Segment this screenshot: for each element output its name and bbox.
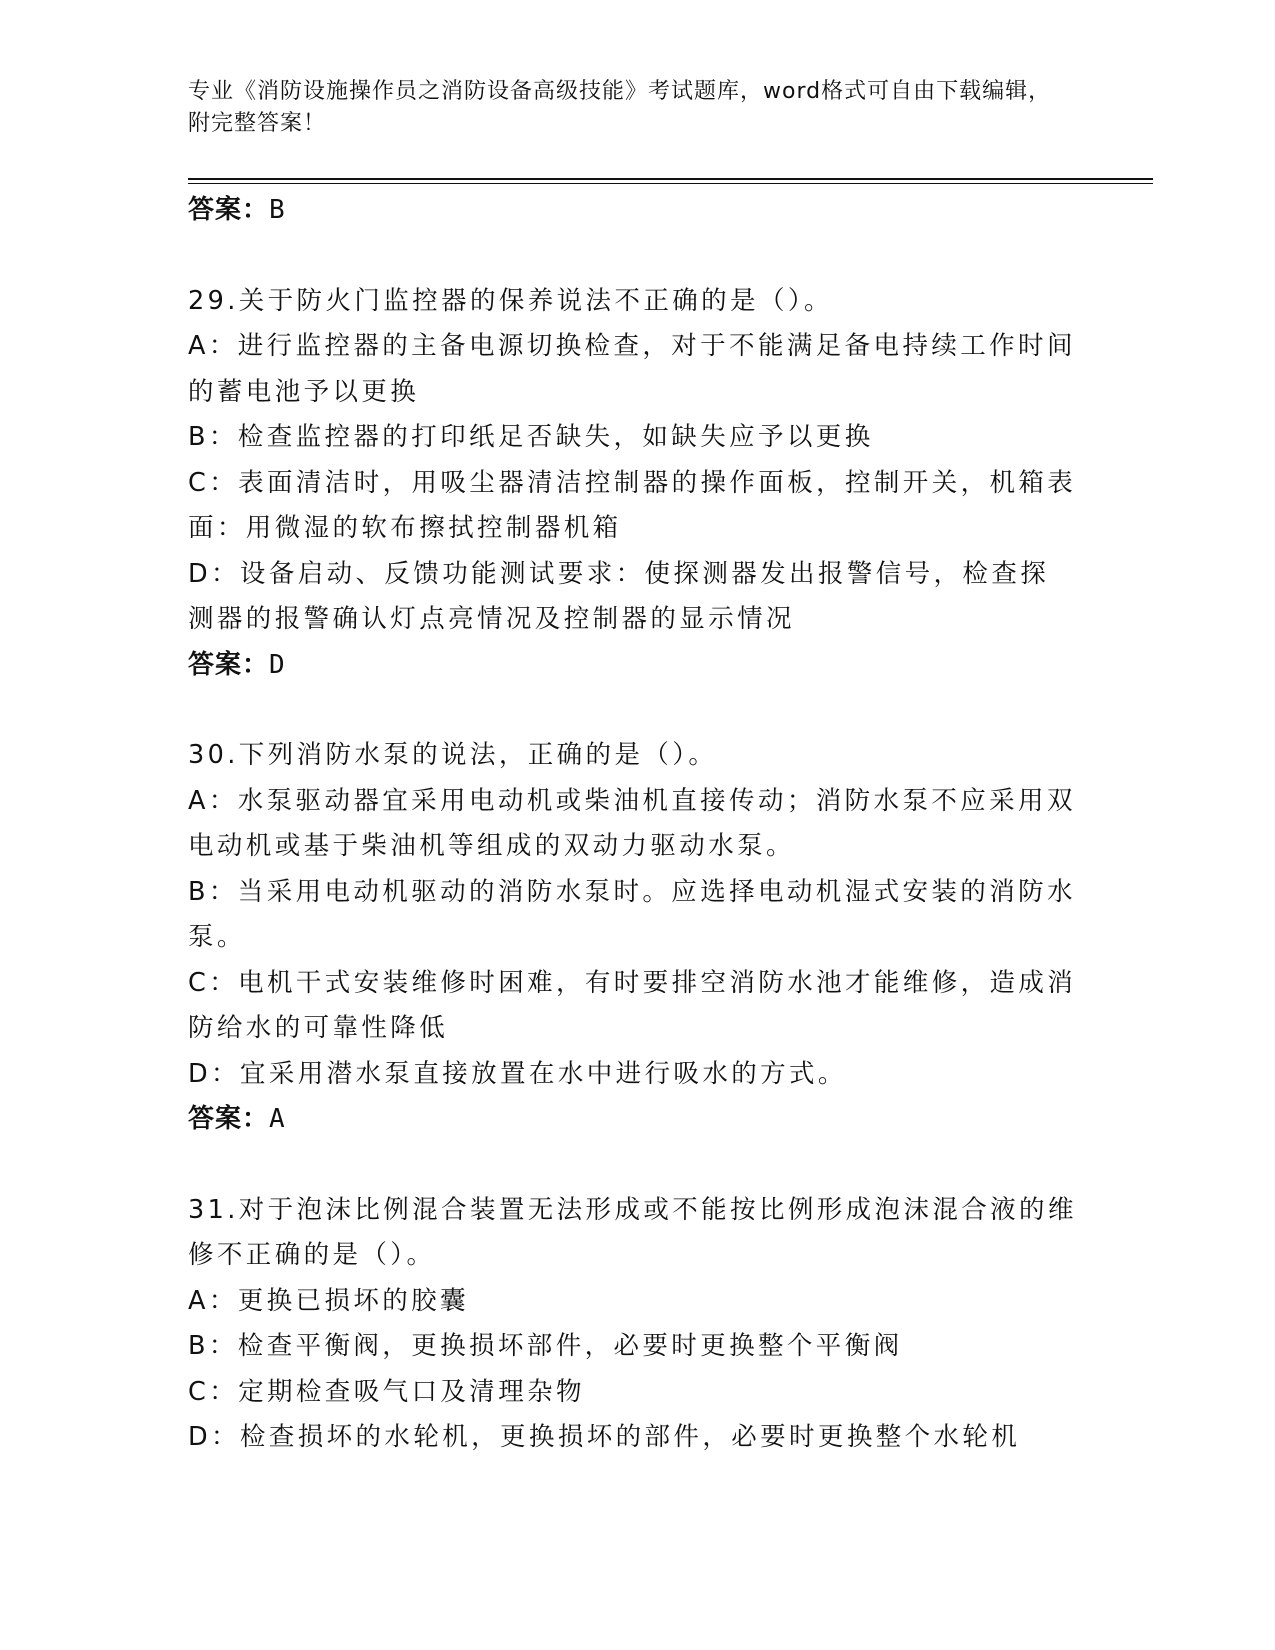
option-c: C：电机干式安装维修时困难，有时要排空消防水池才能维修，造成消防给水的可靠性降低 [188, 967, 1077, 1043]
option-b: B：当采用电动机驱动的消防水泵时。应选择电动机湿式安装的消防水泵。 [188, 876, 1076, 952]
header-divider-thick [188, 178, 1153, 180]
option-a: A：更换已损坏的胶囊 [188, 1285, 469, 1316]
answer-label: 答案： [188, 195, 270, 225]
question-answer [188, 1097, 1078, 1143]
question-list [188, 188, 1078, 1461]
spacer [188, 234, 1078, 279]
option-a: A：进行监控器的主备电源切换检查，对于不能满足备电持续工作时间的蓄电池予以更换 [188, 331, 1076, 407]
answer-value: A [269, 1104, 286, 1134]
answer-label: 答案： [188, 649, 270, 680]
previous-answer [188, 188, 1078, 234]
page-header: 专业《消防设施操作员之消防设备高级技能》考试题库，word格式可自由下载编辑，附完整答案！ [188, 79, 1052, 136]
spacer [188, 1143, 1078, 1188]
option-d: D：检查损坏的水轮机，更换损坏的部件，必要时更换整个水轮机 [188, 1422, 1021, 1452]
option-d: D：设备启动、反馈功能测试要求：使探测器发出报警信号，检查探测器的报警确认灯点亮情况及控制器的显示情况 [188, 558, 1050, 634]
header-divider-thin [188, 183, 1153, 184]
answer-label: 答案： [188, 1104, 270, 1134]
option-b: B：检查平衡阀，更换损坏部件，必要时更换整个平衡阀 [188, 1331, 903, 1361]
answer-value: D [269, 649, 286, 680]
question-stem: 30.下列消防水泵的说法，正确的是（）。 [188, 740, 718, 770]
question-31 [188, 1188, 1078, 1461]
option-c: C：定期检查吸气口及清理杂物 [188, 1376, 585, 1407]
question-29 [188, 279, 1078, 689]
option-c: C：表面清洁时，用吸尘器清洁控制器的操作面板，控制开关，机箱表面：用微湿的软布擦拭控制器机箱 [188, 467, 1077, 543]
spacer [188, 688, 1078, 733]
question-answer [188, 643, 1078, 689]
answer-value: B [269, 195, 286, 225]
question-stem: 31.对于泡沫比例混合装置无法形成或不能按比例形成泡沫混合液的维修不正确的是（）。 [188, 1194, 1077, 1270]
option-d: D：宜采用潜水泵直接放置在水中进行吸水的方式。 [188, 1058, 847, 1089]
option-b: B：检查监控器的打印纸足否缺失，如缺失应予以更换 [188, 422, 874, 452]
question-stem: 29.关于防火门监控器的保养说法不正确的是（）。 [188, 285, 833, 316]
option-a: A：水泵驱动器宜采用电动机或柴油机直接传动；消防水泵不应采用双电动机或基于柴油机等组成的双动力驱动水泵。 [188, 785, 1076, 861]
question-30 [188, 733, 1078, 1143]
